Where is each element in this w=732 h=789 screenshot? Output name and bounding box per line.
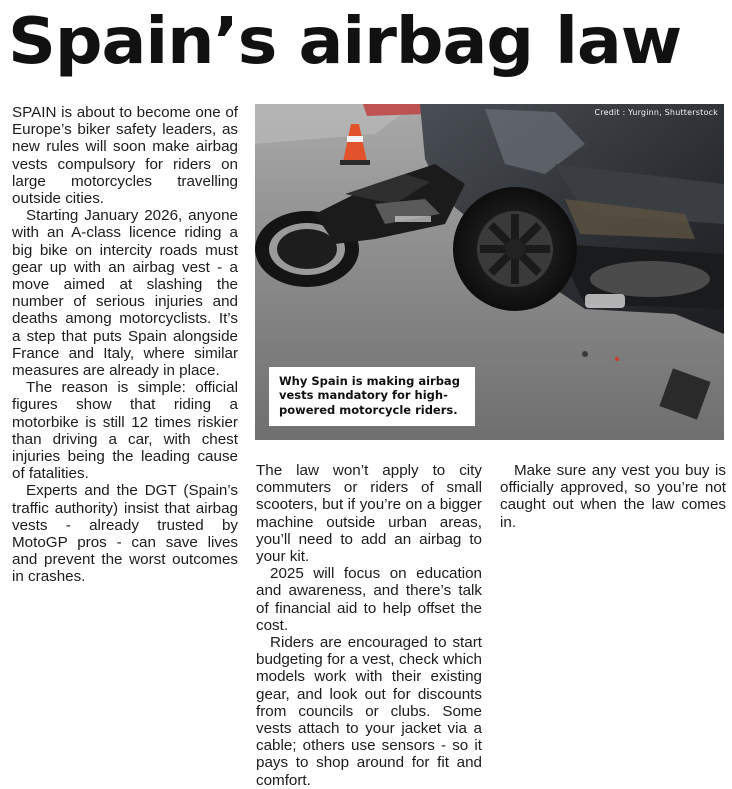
article-column-3 <box>500 462 726 531</box>
paragraph-1: SPAIN is about to become one of Europe’s biker safety leaders, as new rules will soon make airbag vests compulsory for riders on large motorcycles travelling outside cities. <box>12 104 238 208</box>
article-column-2 <box>256 462 482 789</box>
paragraph-5: The law won’t apply to city commuters or riders of small scooters, but if you’re on a bigger machine outside urban areas, you’ll need to add an airbag to your kit. <box>256 462 482 566</box>
article-photo <box>255 104 724 440</box>
photo-credit: Credit : Yurginn, Shutterstock <box>594 108 718 117</box>
paragraph-4: Experts and the DGT (Spain’s traffic authority) insist that airbag vests - already trusted by MotoGP pros - can save lives and prevent the worst outcomes in crashes. <box>12 482 238 586</box>
article-column-1-continued <box>12 625 238 667</box>
article-column-1 <box>12 104 238 586</box>
paragraph-8: Make sure any vest you buy is officially approved, so you’re not caught out when the law comes in. <box>500 462 726 531</box>
paragraph-3: The reason is simple: official figures show that riding a motorbike is still 12 times riskier than driving a car, with chest injuries being the leading cause of fatalities. <box>12 379 238 483</box>
paragraph-2: Starting January 2026, anyone with an A-class licence riding a big bike on intercity roads must gear up with an airbag vest - a move aimed at slashing the number of serious injuries and deaths among motorcyclists. It’s a step that puts Spain alongside France and Italy, where similar measures are already in place. <box>12 207 238 380</box>
paragraph-6: 2025 will focus on education and awareness, and there’s talk of financial aid to help offset the cost. <box>256 565 482 634</box>
paragraph-7: Riders are encouraged to start budgeting for a vest, check which models work with their existing gear, and look out for discounts from councils or clubs. Some vests attach to your jacket via a cable; others use sensors - so it pays to shop around for fit and comfort. <box>256 634 482 789</box>
photo-caption: Why Spain is making airbag vests mandatory for high-powered motorcycle riders. <box>269 367 475 426</box>
headline: Spain’s airbag law <box>8 5 682 79</box>
